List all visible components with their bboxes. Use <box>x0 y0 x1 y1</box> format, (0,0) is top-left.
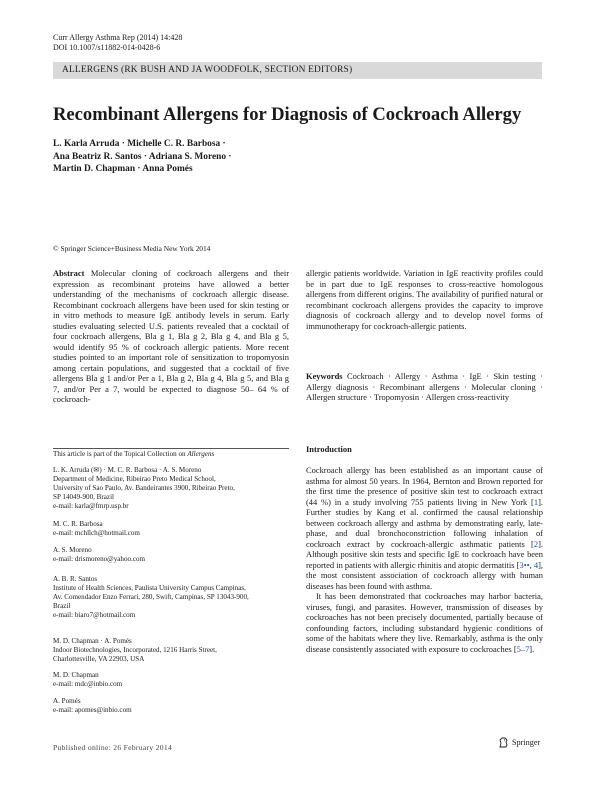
intro-paragraph-1 <box>306 465 543 591</box>
abstract-label: Abstract <box>53 268 85 278</box>
collection-link[interactable]: Allergens <box>187 450 215 458</box>
affiliation-block-1 <box>53 466 289 511</box>
email-link[interactable]: e-mail: biaro7@hotmail.com <box>53 610 136 619</box>
intro-text: Cockroach allergy has been established as an important cause of asthma for almost 50 years. In 1964, Bernton and Brown reported for the first time the presence of positive skin test to cockroach extract (44 %) in a study involving 755 patients living in New York [ <box>306 465 543 507</box>
abstract-left <box>53 268 289 405</box>
abstract-text-continued: allergic patients worldwide. Variation in IgE reactivity profiles could be in part due to IgE responses to cross-reactive homologous allergens from different origins. The availability of purified natural or recombinant cockroach allergens provides the capacity to improve diagnosis of cockroach allergy and to develop novel forms of immunotherapy for cockroach-allergic patients. <box>306 268 543 331</box>
article-title: Recombinant Allergens for Diagnosis of Cockroach Allergy <box>53 104 522 125</box>
intro-text: ]. Further studies by Kang et al. confirmed the causal relationship between cockroach allergy and asthma by demonstrating early, late-phase, and dual bronchoconstriction following inhalation of cockroach extract by cockroach-allergic asthmatic patients [ <box>306 496 543 549</box>
affiliation-line: Av. Comendador Enzo Ferrari, 280, Swift, Campinas, SP 13043-900, <box>53 592 249 601</box>
citation-link[interactable]: 4 <box>533 559 539 570</box>
intro-text: ]. Although positive skin tests and specific IgE to cockroach have been reported in patients with allergic rhinitis and atopic dermatitis [ <box>306 538 543 570</box>
affiliation-block-3 <box>53 546 289 564</box>
affiliation-line: University of Sao Paulo, Av. Bandeirantes 3900, Ribeirao Preto, <box>53 483 235 492</box>
publisher-name: Springer <box>512 738 541 747</box>
affiliation-line: A. B. R. Santos <box>53 575 98 583</box>
footnote-divider <box>53 448 289 449</box>
email-link[interactable]: e-mail: mdc@inbio.com <box>53 679 123 688</box>
introduction-heading: Introduction <box>306 444 352 454</box>
abstract-right <box>306 268 543 331</box>
email-link[interactable]: e-mail: drismoreno@yahoo.com <box>53 554 146 563</box>
citation-link[interactable]: 5–7 <box>516 643 530 654</box>
abstract-text: Molecular cloning of cockroach allergens and their expression as recombinant proteins have allowed a better understanding of the mechanisms of cockroach allergic disease. Recombinant cockroach allergens have been used for skin testing or in vitro methods to measure IgE antibody levels in serum. Early studies evaluating selected U.S. patients revealed that a cocktail of four cockroach allergens, Bla g 1, Bla g 2, Bla g 4, and Bla g 5, would identify 95 % of cockroach allergic patients. More recent studies pointed to an important role of sensitization to tropomyosin among certain populations, and suggested that a cocktail of five allergens Bla g 1 and/or Per a 1, Bla g 2, Bla g 4, Bla g 5, and Bla g 7, and/or Per a 7, would be expected to diagnose 50– 64 % of cockroach- <box>53 268 290 404</box>
email-link[interactable]: e-mail: karla@fmrp.usp.br <box>53 501 129 510</box>
intro-paragraph-2 <box>306 591 543 654</box>
affiliation-line: M. D. Chapman <box>53 671 99 679</box>
author-line: L. Karla Arruda · Michelle C. R. Barbosa · <box>53 139 226 149</box>
section-label: ALLERGENS (RK BUSH AND JA WOODFOLK, SECTION EDITORS) <box>62 65 353 75</box>
intro-text: ]. <box>529 643 535 654</box>
affiliation-line: M. D. Chapman · A. Pomés <box>53 637 132 645</box>
author-list <box>53 138 373 176</box>
affiliation-block-6 <box>53 671 289 689</box>
introduction-body <box>306 465 543 654</box>
email-link[interactable]: e-mail: mchllch@hotmail.com <box>53 528 140 537</box>
author-line: Ana Beatriz R. Santos · Adriana S. Moreno · <box>53 151 232 162</box>
intro-text: ], the most consistent association of cockroach allergy with human diseases has been found with asthma. <box>306 559 544 591</box>
affiliation-line: A. S. Moreno <box>53 546 92 554</box>
journal-meta <box>53 33 182 53</box>
springer-horse-icon <box>498 737 509 748</box>
section-banner <box>53 62 542 79</box>
collection-note <box>53 450 289 459</box>
intro-text: , <box>529 559 534 570</box>
affiliation-line: A. Pomés <box>53 697 81 705</box>
author-line: Martin D. Chapman · Anna Pomés <box>53 164 193 174</box>
affiliation-line: Charlottesville, VA 22903, USA <box>53 654 145 663</box>
affiliation-line: Brazil <box>53 601 71 610</box>
journal-line: Curr Allergy Asthma Rep (2014) 14:428 <box>53 33 183 42</box>
affiliation-line: M. C. R. Barbosa <box>53 520 103 528</box>
publisher-logo <box>498 737 540 748</box>
affiliation-block-7 <box>53 697 289 715</box>
citation-link[interactable]: 1 <box>533 496 539 507</box>
affiliation-line: Department of Medicine, Ribeirao Preto Medical School, <box>53 474 216 483</box>
affiliation-block-4 <box>53 575 289 620</box>
affiliation-line: Indoor Biotechnologies, Incorporated, 1216 Harris Street, <box>53 645 217 654</box>
published-online: Published online: 26 February 2014 <box>53 743 173 752</box>
keywords <box>306 371 543 403</box>
affiliation-line: L. K. Arruda (✉) · M. C. R. Barbosa · A. S. Moreno <box>53 466 202 474</box>
keywords-label: Keywords <box>306 371 343 381</box>
affiliation-block-2 <box>53 520 289 538</box>
affiliation-block-5 <box>53 637 289 664</box>
copyright-line: © Springer Science+Business Media New York 2014 <box>53 244 211 253</box>
doi: DOI 10.1007/s11882-014-0428-6 <box>53 43 161 52</box>
intro-text: It has been demonstrated that cockroaches may harbor bacteria, viruses, fungi, and parasites. However, transmission of diseases by cockroaches has not been precisely documented, partially because of confounding factors, including substandard hygienic conditions of some of the habitats where they live. Remarkably, asthma is the only disease consistently associated with exposure to cockroaches [ <box>306 591 543 654</box>
citation-link[interactable]: 3•• <box>519 559 530 570</box>
affiliation-line: SP 14049-900, Brazil <box>53 492 115 501</box>
affiliation-line: Institute of Health Sciences, Paulista University Campus Campinas, <box>53 583 246 592</box>
collection-note-prefix: This article is part of the Topical Collection on <box>53 450 188 458</box>
email-link[interactable]: e-mail: apomes@inbio.com <box>53 705 132 714</box>
keywords-text: Cockroach · Allergy · Asthma · IgE · Skin testing · Allergy diagnosis · Recombinant allergens · Molecular cloning · Allergen structure · Tropomyosin · Allergen cross-reactivity <box>306 371 543 402</box>
citation-link[interactable]: 2 <box>533 538 539 549</box>
